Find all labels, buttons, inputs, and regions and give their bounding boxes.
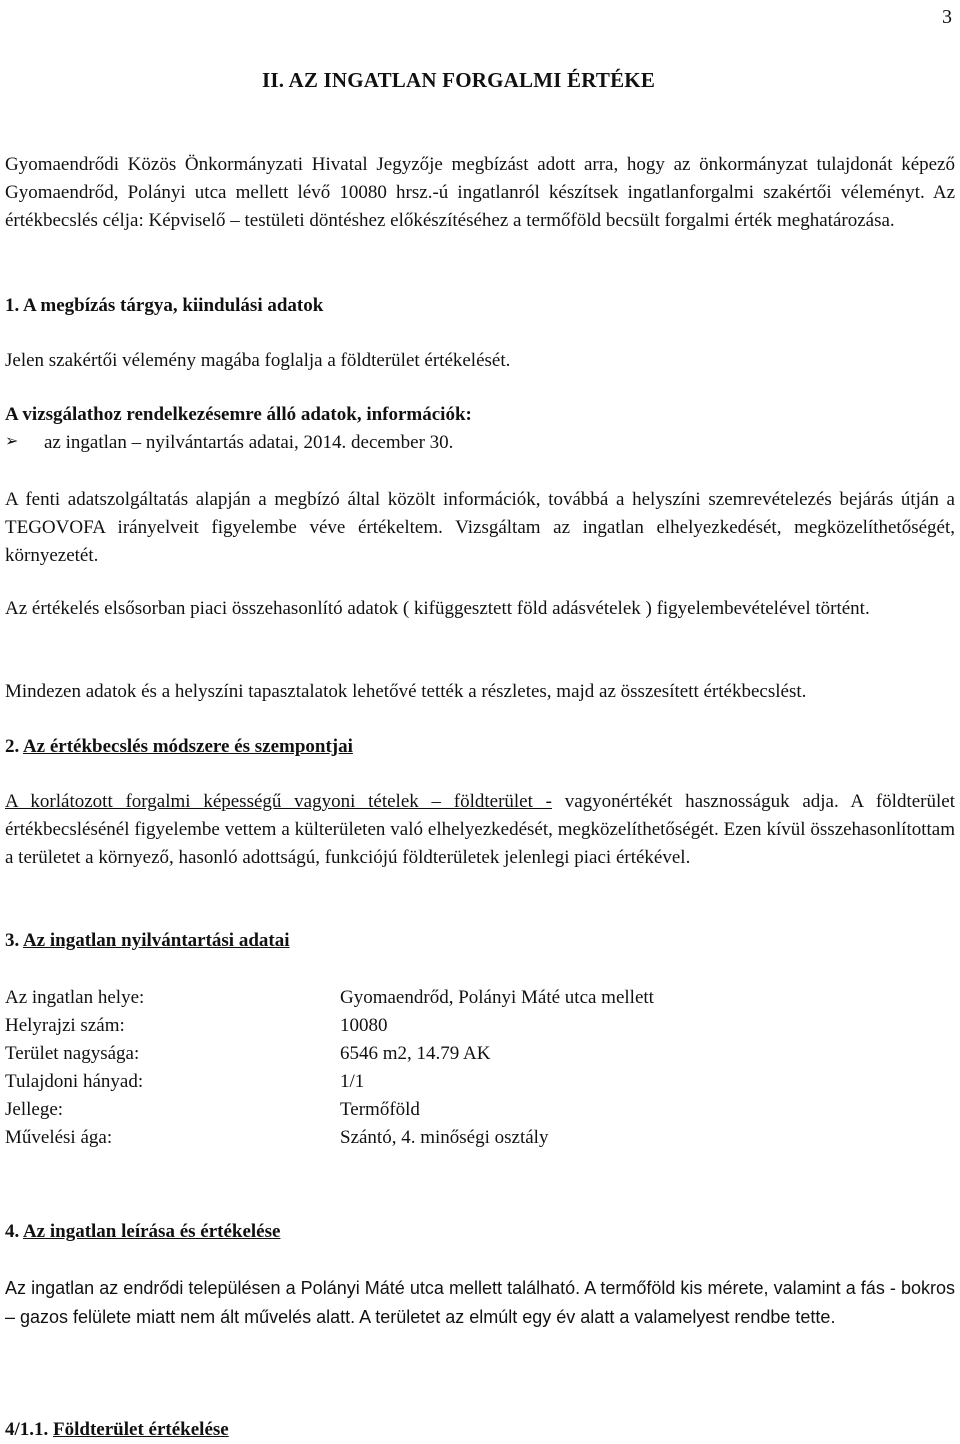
- section1-paragraph-4: Mindezen adatok és a helyszíni tapasztalatok lehetővé tették a részletes, majd az összesített értékbecslést.: [5, 681, 807, 702]
- property-label: Helyrajzi szám:: [5, 1015, 125, 1036]
- section2-paragraph: [5, 788, 955, 872]
- section3-heading-text: Az ingatlan nyilvántartási adatai: [22, 930, 290, 951]
- section2-rest-text: vagyonértékét hasznosságuk adja. A földterület értékbecslésénél figyelembe vettem a külterületen való elhelyezkedését, megközelíthetőségét. Ezen kívül összehasonlítottam a területet a környező, hasonló adottságú, funkciójú földterületek jelenlegi piaci értékével.: [5, 791, 955, 868]
- property-value: 6546 m2, 14.79 AK: [340, 1043, 491, 1064]
- property-label: Jellege:: [5, 1099, 64, 1120]
- intro-paragraph: Gyomaendrődi Közös Önkormányzati Hivatal Jegyzője megbízást adott arra, hogy az önkormányzat tulajdonát képező Gyomaendrőd, Polányi utca mellett lévő 10080 hrsz.-ú ingatlanról készítsek ingatlanforgalmi szakértői véleményt. Az értékbecslés célja: Képviselő – testületi döntéshez előkészítéséhez a termőföld becsült forgalmi érték meghatározása.: [5, 154, 955, 231]
- page-title: II. AZ INGATLAN FORGALMI ÉRTÉKE: [262, 68, 656, 92]
- section4-subheading-number: 4/1.1.: [5, 1419, 54, 1440]
- property-label: Az ingatlan helye:: [5, 987, 145, 1008]
- page-number: 3: [942, 6, 952, 28]
- property-value: Termőföld: [340, 1099, 420, 1120]
- property-value: 1/1: [340, 1071, 365, 1092]
- section4-heading-number: 4.: [5, 1221, 23, 1242]
- property-value: Szántó, 4. minőségi osztály: [340, 1127, 549, 1148]
- property-value: Gyomaendrőd, Polányi Máté utca mellett: [340, 987, 654, 1008]
- section1-subheading: A vizsgálathoz rendelkezésemre álló adatok, információk:: [5, 404, 472, 425]
- section2-underlined-text: A korlátozott forgalmi képességű vagyoni tételek – földterület -: [5, 791, 552, 812]
- section4-heading: [5, 1218, 280, 1246]
- section1-paragraph-1: Jelen szakértői vélemény magába foglalja a földterület értékelését.: [5, 350, 511, 371]
- section1-heading: 1. A megbízás tárgya, kiindulási adatok: [5, 295, 324, 316]
- section2-heading-number: 2.: [5, 736, 23, 757]
- section3-heading-number: 3.: [5, 930, 23, 951]
- section1-paragraph-3: Az értékelés elsősorban piaci összehasonlító adatok ( kifüggesztett föld adásvételek ) figyelembevételével történt.: [5, 598, 870, 619]
- property-label: Tulajdoni hányad:: [5, 1071, 144, 1092]
- bullet-item: az ingatlan – nyilvántartás adatai, 2014. december 30.: [44, 432, 454, 453]
- section2-heading: [5, 733, 353, 761]
- arrow-bullet-icon: ➢: [5, 433, 19, 450]
- property-label: Művelési ága:: [5, 1127, 113, 1148]
- property-label: Terület nagysága:: [5, 1043, 140, 1064]
- section3-heading: [5, 927, 290, 955]
- property-value: 10080: [340, 1015, 388, 1036]
- section4-paragraph: Az ingatlan az endrődi településen a Polányi Máté utca mellett található. A termőföld kis mérete, valamint a fás - bokros – gazos felülete miatt nem ált művelés alatt. A területet az elmúlt egy év alatt a valamelyest rendbe tette.: [5, 1278, 955, 1327]
- section4-subheading-text: Földterület értékelése: [53, 1419, 229, 1440]
- section2-heading-text: Az értékbecslés módszere és szempontjai: [22, 736, 353, 757]
- section4-heading-text: Az ingatlan leírása és értékelése: [22, 1221, 281, 1242]
- section1-paragraph-2: A fenti adatszolgáltatás alapján a megbízó által közölt információk, továbbá a helyszíni szemrevételezés bejárás útján a TEGOVOFA irányelveit figyelembe véve értékeltem. Vizsgáltam az ingatlan elhelyezkedését, megközelíthetőségét, környezetét.: [5, 489, 955, 566]
